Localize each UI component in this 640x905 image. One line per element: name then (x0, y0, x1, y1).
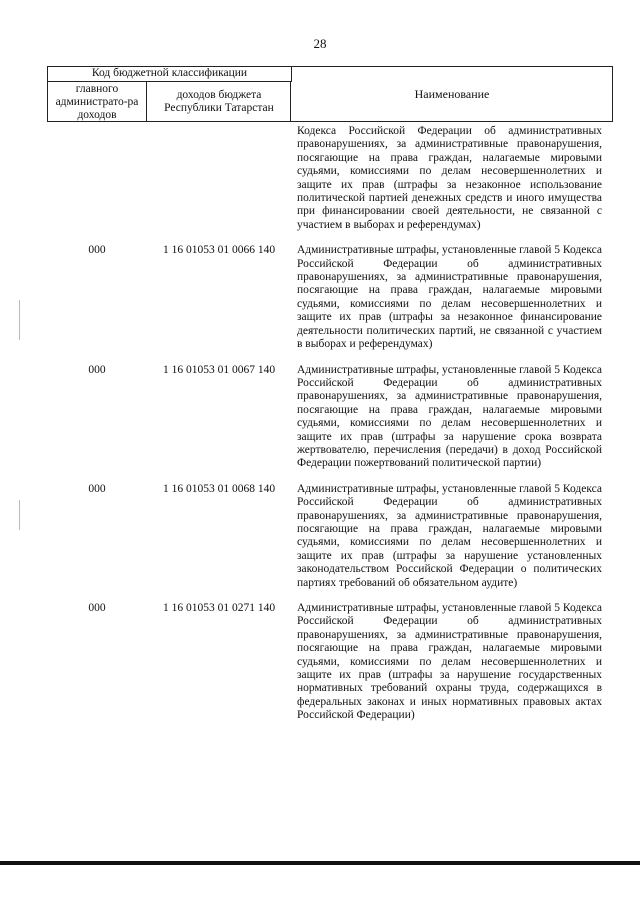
admin-code-cell: 000 (88, 482, 106, 495)
header-code-column: доходов бюджета Республики Татарстан (148, 82, 291, 122)
table-row (47, 123, 613, 232)
table-body (47, 123, 613, 723)
table-row (47, 356, 613, 471)
name-cell: Административные штрафы, установленные главой 5 Кодекса Российской Федерации об административных правонарушениях, за административные правонарушения, посягающие на права граждан, налагаемые мировыми судьями, комиссиями по делам несовершеннолетних и защите их прав (штрафы за незаконное финансирование деятельности политических партий, не связанной с участием в выборах и референдумах) (297, 244, 603, 351)
scan-margin-mark (19, 300, 20, 340)
budget-code-cell: 1 16 01053 01 0271 140 (162, 602, 276, 614)
budget-code-cell: 1 16 01053 01 0067 140 (162, 363, 276, 376)
admin-code-cell (47, 123, 147, 232)
name-cell: Кодекса Российской Федерации об административных правонарушениях, за административные правонарушения, посягающие на права граждан, налагаемые мировыми судьями, комиссиями по делам несовершеннолетних и защите их прав (штрафы за незаконное использование политической партией денежных средств и иного имущества при финансировании своей деятельности, не связанной с участием в выборах и референдумах) (297, 125, 602, 231)
header-admin-column: главного администрато-ра доходов (48, 82, 147, 122)
name-cell: Административные штрафы, установленные главой 5 Кодекса Российской Федерации об административных правонарушениях, за административные правонарушения, посягающие на права граждан, налагаемые мировыми судьями, комиссиями по делам несовершеннолетних и защите их прав (штрафы за нарушение государственных нормативных требований охраны труда, содержащихся в федеральных законах и иных нормативных правовых актах Российской Федерации) (297, 602, 603, 722)
budget-code-cell: 1 16 01053 01 0066 140 (162, 244, 276, 257)
admin-code-cell: 000 (88, 602, 106, 614)
admin-code-cell: 000 (88, 244, 106, 257)
table-row (47, 594, 613, 723)
scan-margin-mark (19, 500, 20, 530)
admin-code-cell: 000 (88, 363, 106, 376)
budget-code-cell: 1 16 01053 01 0068 140 (162, 482, 276, 495)
table-header (47, 66, 613, 122)
table-row (47, 475, 613, 590)
header-name-column: Наименование (414, 87, 490, 101)
header-group-label: Код бюджетной классификации (48, 67, 292, 82)
page-number: 28 (313, 36, 327, 51)
budget-code-cell (147, 123, 291, 232)
table-row (47, 236, 613, 351)
scan-bottom-edge (0, 861, 640, 865)
name-cell: Административные штрафы, установленные главой 5 Кодекса Российской Федерации об административных правонарушениях, за административные правонарушения, посягающие на права граждан, налагаемые мировыми судьями, комиссиями по делам несовершеннолетних и защите их прав (штрафы за нарушение установленных законодательством Российской Федерации о политических партиях требований об обязательном аудите) (297, 482, 603, 589)
name-cell: Административные штрафы, установленные главой 5 Кодекса Российской Федерации об административных правонарушениях, за административные правонарушения, посягающие на права граждан, налагаемые мировыми судьями, комиссиями по делам несовершеннолетних и защите их прав (штрафы за нарушение срока возврата жертвователю, перечисления (передачи) в доход Российской Федерации пожертвований политической партии) (297, 363, 603, 470)
